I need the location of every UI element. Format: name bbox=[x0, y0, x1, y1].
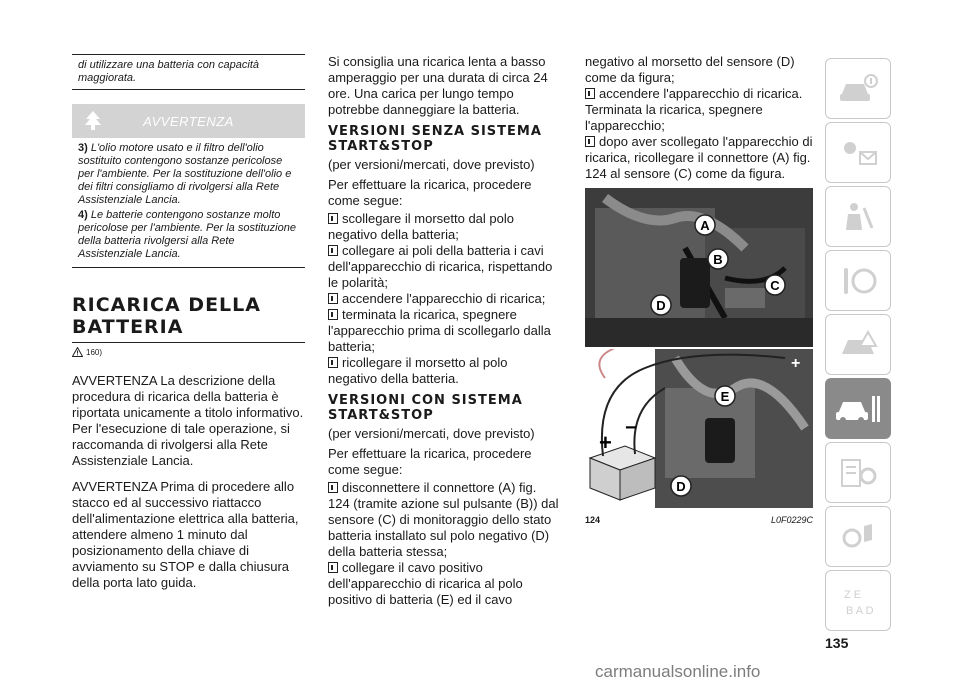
bullet-square-icon bbox=[328, 245, 338, 256]
list-item: scollegare il morsetto dal polo negativo della batteria; bbox=[328, 211, 514, 242]
figure-code: L0F0229C bbox=[770, 515, 813, 525]
warning-header bbox=[72, 104, 305, 138]
continued-box bbox=[72, 54, 305, 90]
bullet-square-icon bbox=[328, 357, 338, 368]
tab-safety[interactable] bbox=[825, 186, 891, 247]
multimedia-icon bbox=[838, 520, 878, 554]
intro-paragraph: Si consiglia una ricarica lenta a basso amperaggio per una durata di circa 24 ore. Una carica per lungo tempo potrebbe danneggiare la batteria. bbox=[328, 54, 548, 117]
tab-knowing-car[interactable] bbox=[825, 58, 891, 119]
car-maintenance-icon bbox=[835, 392, 881, 426]
list-item: ricollegare il morsetto al polo negativo della batteria. bbox=[328, 355, 508, 386]
note-3: 3) L'olio motore usato e il filtro dell'olio sostituito contengono sostanze pericolose per l'ambiente. Per la sostituzione dell'olio e dei filtri consigliamo di rivolgersi alla Rete Assistenziale Lancia. bbox=[78, 142, 292, 206]
bullet-square-icon bbox=[328, 482, 338, 493]
continued-text: di utilizzare una batteria con capacità maggiorata. bbox=[78, 59, 259, 84]
callout-b: B bbox=[713, 252, 723, 267]
bullet-square-icon bbox=[328, 562, 338, 573]
bullet-square-icon bbox=[328, 293, 338, 304]
list-item: terminata la ricarica, spegnere l'apparecchio prima di scollegarlo dalla batteria; bbox=[328, 307, 551, 354]
key-steering-icon bbox=[838, 264, 878, 298]
tab-warning-lights[interactable] bbox=[825, 122, 891, 183]
list-item: collegare il cavo positivo dell'apparecchio di ricarica al polo positivo di batteria (E) ed il cavo bbox=[328, 560, 523, 607]
warning-notes bbox=[72, 138, 305, 268]
technical-data-icon bbox=[838, 456, 878, 490]
sec2-note: (per versioni/mercati, dove previsto) bbox=[328, 426, 535, 441]
column-2 bbox=[328, 54, 560, 608]
sec1-lead: Per effettuare la ricarica, procedere come segue: bbox=[328, 177, 532, 208]
column-1 bbox=[72, 54, 305, 601]
sec1-note: (per versioni/mercati, dove previsto) bbox=[328, 157, 535, 172]
emergency-icon bbox=[838, 328, 878, 362]
tab-multimedia[interactable] bbox=[825, 506, 891, 567]
list-item: disconnettere il connettore (A) fig. 124 (tramite azione sul pulsante (B)) dal sensore (C) di monitoraggio dello stato batteria installato sul polo negativo (D) della batteria stessa; bbox=[328, 480, 559, 559]
chapter-sidebar bbox=[825, 58, 891, 634]
figure-number: 124 bbox=[585, 515, 601, 525]
tab-index[interactable] bbox=[825, 570, 891, 631]
note-4: 4) Le batterie contengono sostanze molto pericolose per l'ambiente. Per la sostituzione della batteria rivolgersi alla Rete Assistenziale Lancia. bbox=[78, 209, 296, 260]
callout-a: A bbox=[700, 218, 710, 233]
tab-emergency[interactable] bbox=[825, 314, 891, 375]
sec2-lead: Per effettuare la ricarica, procedere come segue: bbox=[328, 446, 532, 477]
callout-d: D bbox=[656, 298, 666, 313]
plus-sign: + bbox=[599, 430, 612, 455]
svg-text:B A D: B A D bbox=[846, 604, 874, 617]
callout-e: E bbox=[720, 389, 730, 404]
callout-c: C bbox=[770, 278, 780, 293]
seat-airbag-icon bbox=[838, 200, 878, 234]
tab-maintenance-active[interactable] bbox=[825, 378, 891, 439]
page-number: 135 bbox=[825, 635, 849, 651]
photo-plus-sign: + bbox=[791, 355, 801, 372]
warning-triangle-icon bbox=[72, 347, 83, 357]
column-3 bbox=[585, 54, 813, 525]
bullet-square-icon bbox=[585, 136, 595, 147]
alphabetical-index-icon bbox=[838, 584, 878, 618]
list-item: accendere l'apparecchio di ricarica; bbox=[328, 291, 560, 307]
reference-note: 160) bbox=[72, 347, 305, 357]
car-info-icon bbox=[838, 72, 878, 106]
warning-title: AVVERTENZA bbox=[143, 114, 234, 129]
subsection-with-start-stop: VERSIONI CON SISTEMA START&STOP bbox=[328, 393, 523, 423]
battery-diagram bbox=[585, 188, 813, 508]
warning-paragraph-2: AVVERTENZA Prima di procedere allo stacco ed al successivo riattacco dell'alimentazione elettrica alla batteria, attendere almeno 1 minuto dal posizionamento della chiave di avviamento su STOP e dalla chiusura della porta lato guida. bbox=[72, 479, 299, 590]
minus-sign: − bbox=[625, 417, 637, 439]
subsection-without-start-stop: VERSIONI SENZA SISTEMA START&STOP bbox=[328, 124, 542, 154]
list-item: dopo aver scollegato l'apparecchio di ricarica, ricollegare il connettore (A) fig. 124 al sensore (C) come da figura. bbox=[585, 134, 813, 181]
callout-d2: D bbox=[676, 479, 686, 494]
list-item: collegare ai poli della batteria i cavi dell'apparecchio di ricarica, rispettando le polarità; bbox=[328, 243, 553, 290]
svg-text:Z E: Z E bbox=[844, 588, 862, 601]
warning-paragraph-1: AVVERTENZA La descrizione della procedura di ricarica della batteria è riportata unicamente a titolo informativo. Per l'esecuzione di tale operazione, si raccomanda di rivolgersi alla Rete Assistenziale Lancia. bbox=[72, 373, 304, 468]
tab-technical-data[interactable] bbox=[825, 442, 891, 503]
figure-124 bbox=[585, 188, 813, 525]
watermark: carmanualsonline.info bbox=[595, 662, 761, 681]
figure-caption bbox=[585, 515, 813, 525]
bullet-square-icon bbox=[328, 213, 338, 224]
section-heading: RICARICA DELLA BATTERIA bbox=[72, 294, 305, 343]
tab-starting-driving[interactable] bbox=[825, 250, 891, 311]
continued-text: negativo al morsetto del sensore (D) come da figura; bbox=[585, 54, 795, 85]
bullet-square-icon bbox=[585, 88, 595, 99]
list-item: accendere l'apparecchio di ricarica. Terminata la ricarica, spegnere l'apparecchio; bbox=[585, 86, 803, 133]
warning-lights-icon bbox=[838, 136, 878, 170]
bullet-square-icon bbox=[328, 309, 338, 320]
